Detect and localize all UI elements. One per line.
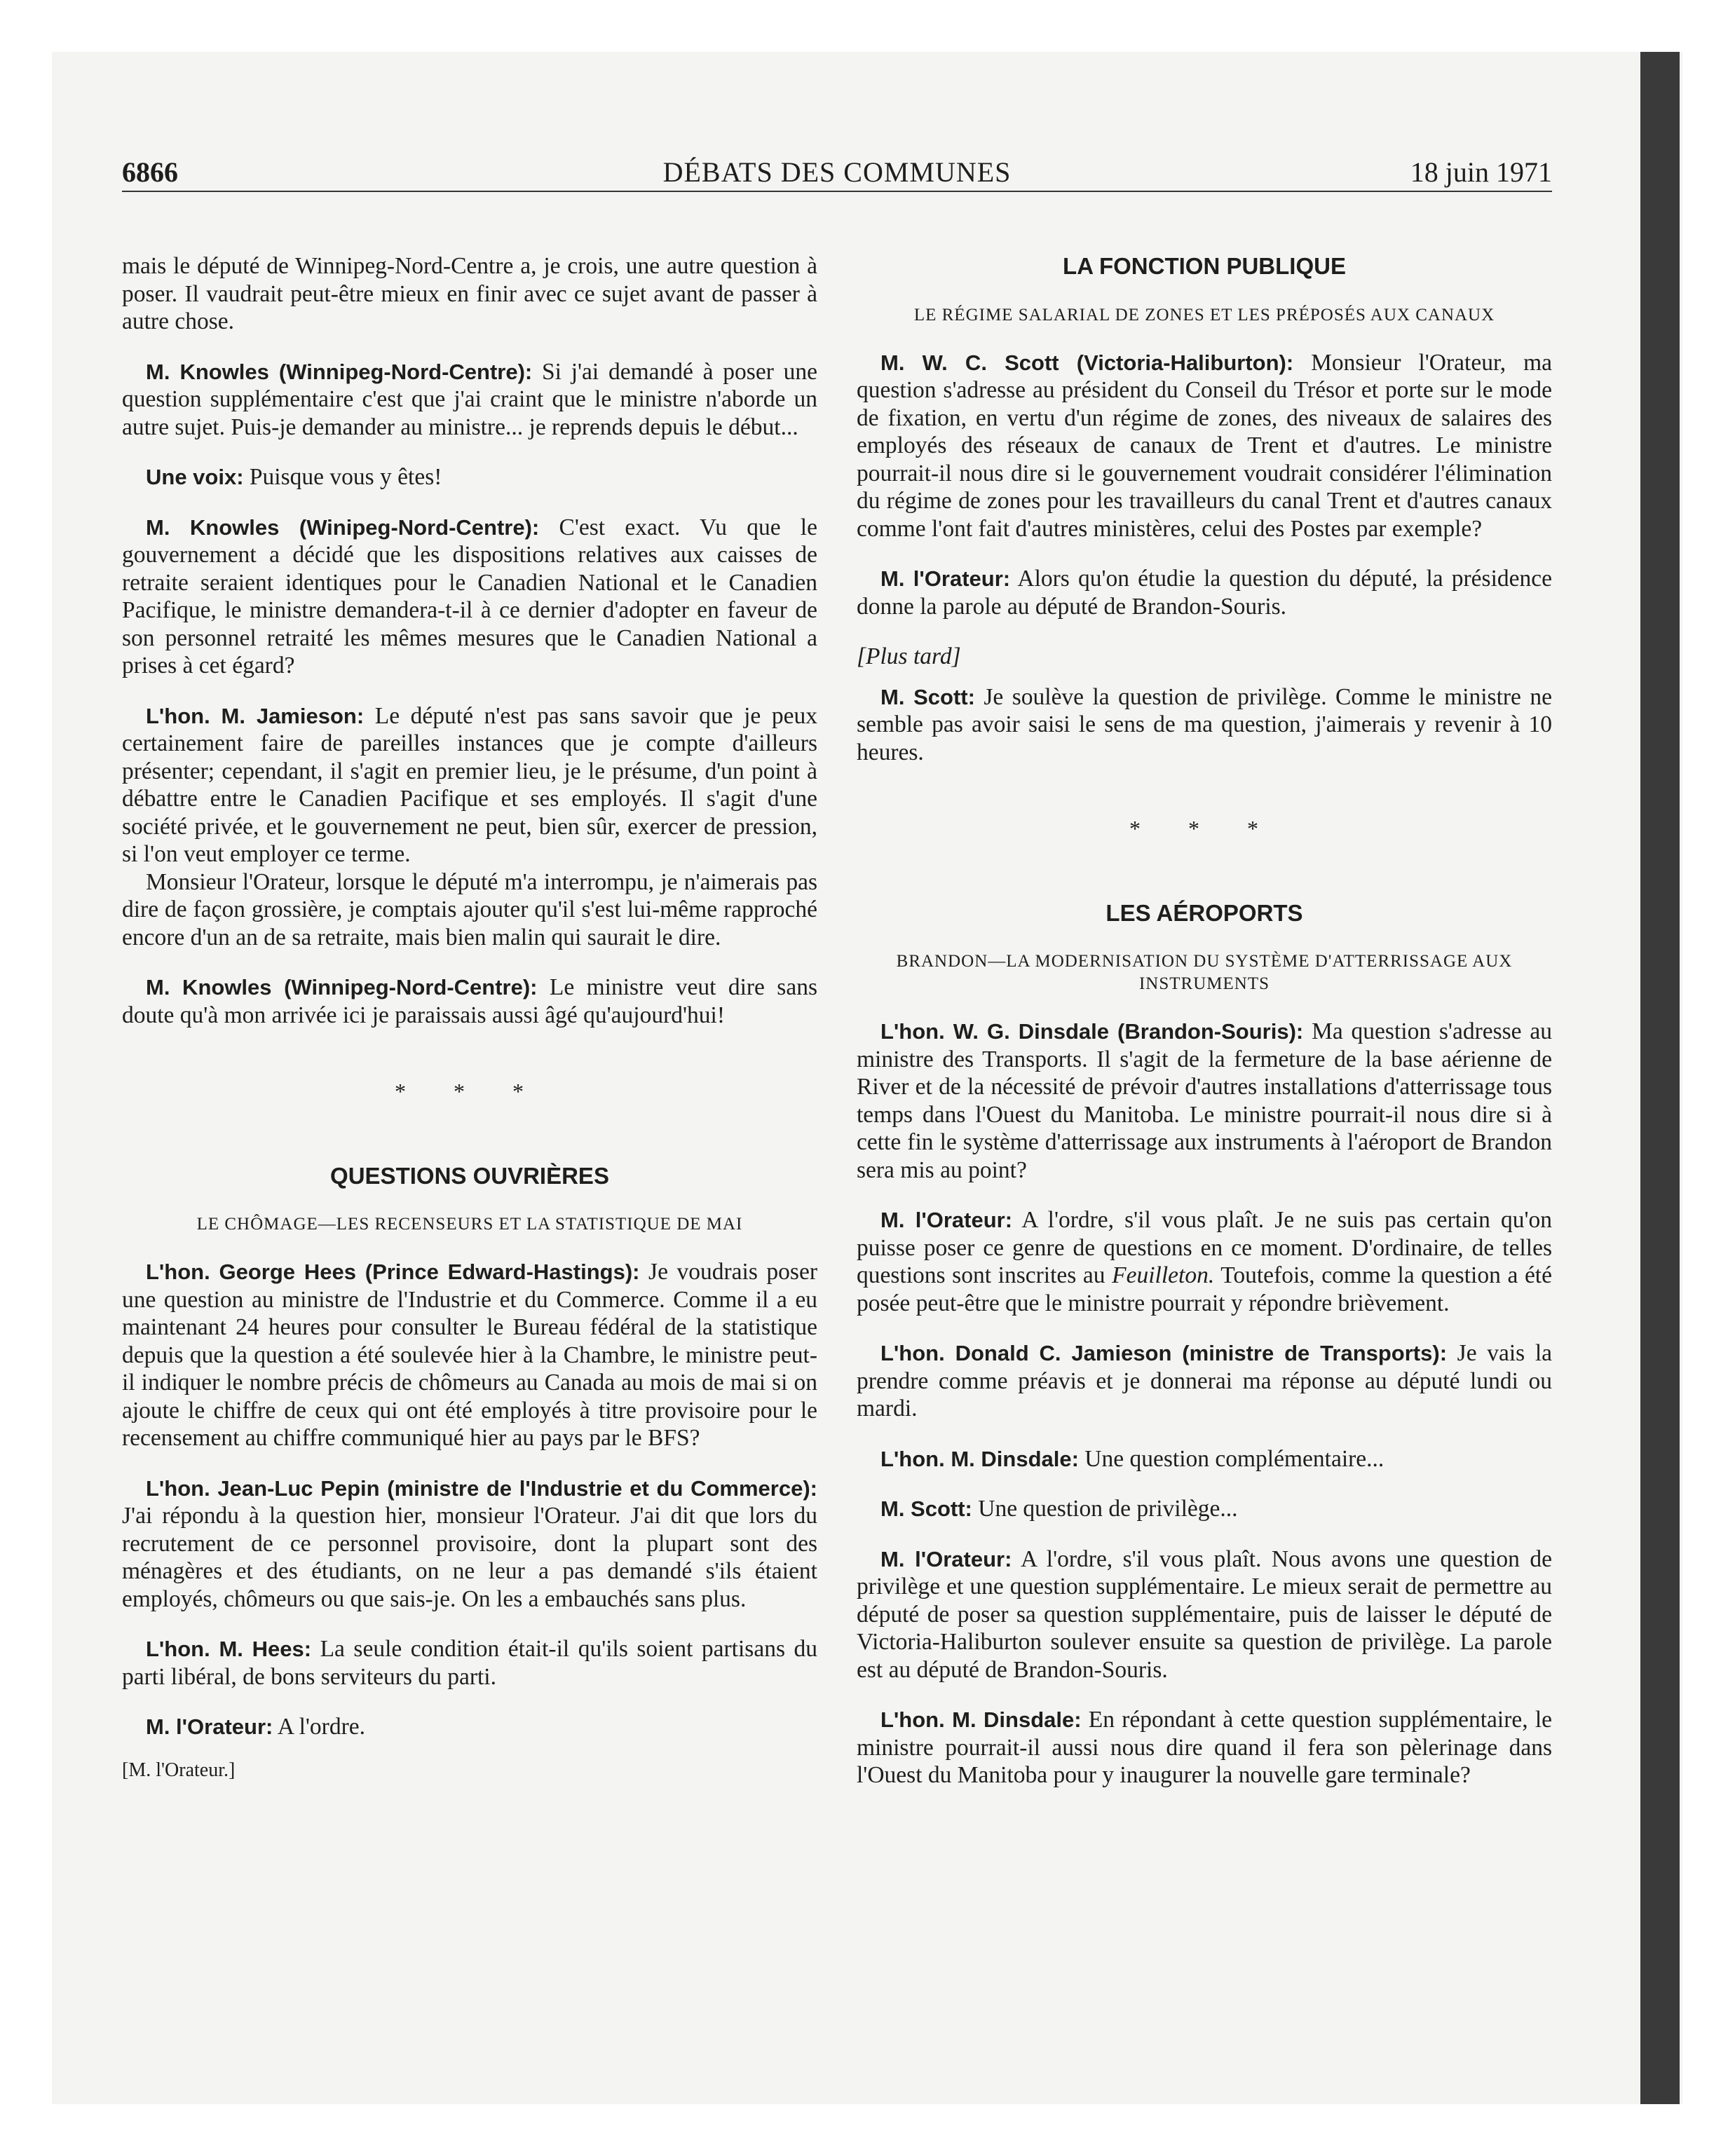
speech-continuation: Monsieur l'Orateur, lorsque le député m'a interrompu, je n'aimerais pas dire de façon grossière, je comptais ajouter qu'il s'est lui-même rapproché encore d'un an de sa retraite, mais bien malin qui saurait le dire. — [122, 868, 817, 950]
speech — [857, 565, 1552, 620]
section-heading: LA FONCTION PUBLIQUE — [1063, 253, 1346, 279]
speech-text: Ma question s'adresse au ministre des Transports. Il s'agit de la fermeture de la base aérienne de River et de la nécessité de prévoir d'autres installations d'atterrissage tous temps dans l'Ouest du Manitoba. Le ministre pourrait-il nous dire si à cette fin le système d'atterrissage aux instruments à l'aéroport de Brandon sera mis au point? — [857, 1018, 1552, 1183]
speech-text: A l'ordre, s'il vous plaît. Je ne suis pas certain qu'on puisse poser ce genre de questions en ce moment. D'ordinaire, de telles questions sont inscrites au — [857, 1207, 1552, 1288]
speech-text: La seule condition était-il qu'ils soient partisans du parti libéral, de bons serviteurs du parti. — [122, 1636, 817, 1690]
speech-text: Le ministre veut dire sans doute qu'à mon arrivée ici je paraissais aussi âgé qu'aujourd'hui! — [122, 974, 817, 1028]
speaker-name: Une voix: — [146, 465, 244, 489]
page-number: 6866 — [122, 156, 178, 188]
speech-text: A l'ordre. — [273, 1714, 365, 1740]
speech — [122, 1258, 817, 1452]
speaker-name: L'hon. W. G. Dinsdale (Brandon-Souris): — [880, 1019, 1304, 1044]
speaker-name: M. W. C. Scott (Victoria-Haliburton): — [880, 350, 1294, 375]
marginal-note: [M. l'Orateur.] — [122, 1759, 236, 1781]
section-separator: * * * — [395, 1079, 545, 1104]
speech — [857, 1495, 1552, 1523]
speech-text: J'ai répondu à la question hier, monsieur l'Orateur. J'ai dit que lors du recrutement de ce personnel provisoire, dont la plupart sont des ménagères et des étudiants, on ne leur a pas demandé s'ils étaient employés, chômeurs ou que sais-je. On les a embauchés sans plus. — [122, 1503, 817, 1612]
subsection-heading: BRANDON—LA MODERNISATION DU SYSTÈME D'ATTERRISSAGE AUX INSTRUMENTS — [896, 952, 1513, 993]
speech-text: Toutefois, comme la question a été posée peut-être que le ministre pourrait y répondre brièvement. — [857, 1262, 1552, 1316]
speaker-name: M. Knowles (Winnipeg-Nord-Centre): — [146, 975, 538, 999]
speaker-name: M. Scott: — [880, 1496, 972, 1521]
speech-text: En répondant à cette question supplémentaire, le ministre pourrait-il aussi nous dire quand il fera son pèlerinage dans l'Ouest du Manitoba pour y inaugurer la nouvelle gare terminale? — [857, 1707, 1553, 1788]
speech — [857, 1206, 1552, 1317]
speech — [122, 463, 817, 491]
speech — [122, 702, 817, 868]
speaker-name: M. Knowles (Winipeg-Nord-Centre): — [146, 514, 540, 540]
subsection-heading: LE CHÔMAGE—LES RECENSEURS ET LA STATISTIQUE DE MAI — [196, 1215, 743, 1234]
publication-title: DÉBATS DES COMMUNES — [662, 156, 1012, 188]
speaker-name: L'hon. Jean-Luc Pepin (ministre de l'Industrie et du Commerce): — [146, 1475, 817, 1501]
speech — [122, 974, 817, 1029]
italic-term: Feuilleton. — [1112, 1262, 1215, 1288]
speaker-name: L'hon. M. Dinsdale: — [880, 1707, 1082, 1732]
speech-text: Je voudrais poser une question au ministre de l'Industrie et du Commerce. Comme il a eu maintenant 24 heures pour consulter le Bureau fédéral de la statistique depuis que la question a été soulevée hier à la Chambre, le ministre peut-il indiquer le nombre précis de chômeurs au Canada au mois de mai si on ajoute le chiffre de ceux qui ont été employés à titre provisoire pour le recensement au chiffre communiqué hier au pays par le BFS? — [122, 1259, 817, 1451]
speech-text: Monsieur l'Orateur, ma question s'adresse au président du Conseil du Trésor et porte sur le mode de fixation, en vertu d'un régime de zones, des niveaux de salaires des employés des réseaux de canaux de Trent et d'autres. Le ministre pourrait-il nous dire si le gouvernement voudrait considérer l'élimination du régime de zones pour les travailleurs du canal Trent et d'autres canaux comme l'ont fait d'autres ministères, celui des Postes par exemple? — [857, 349, 1552, 542]
paragraph: mais le député de Winnipeg-Nord-Centre a, je crois, une autre question à poser. Il vaudrait peut-être mieux en finir avec ce sujet avant de passer à autre chose. — [122, 253, 817, 334]
speech-text: Alors qu'on étudie la question du député, la présidence donne la parole au député de Brandon-Souris. — [857, 566, 1552, 620]
section-heading: LES AÉROPORTS — [1105, 899, 1303, 926]
section-heading: QUESTIONS OUVRIÈRES — [330, 1162, 609, 1189]
speaker-name: L'hon. Donald C. Jamieson (ministre de Transports): — [880, 1341, 1448, 1365]
speaker-name: L'hon. M. Hees: — [146, 1637, 312, 1661]
speech-text: Une question complémentaire... — [1078, 1445, 1384, 1472]
scan-edge — [1640, 52, 1680, 2104]
speech — [857, 1018, 1552, 1184]
later-marker: [Plus tard] — [857, 643, 961, 669]
speech — [857, 349, 1552, 543]
speaker-name: M. l'Orateur: — [880, 1208, 1013, 1232]
speech — [122, 1713, 817, 1741]
speech-text: A l'ordre, s'il vous plaît. Nous avons une question de privilège et une question supplémentaire. Le mieux serait de permettre au député de poser sa question supplémentaire, puis de laisser le député de Victoria-Haliburton soulever ensuite sa question de privilège. La parole est au député de Brandon-Souris. — [857, 1546, 1552, 1683]
speech-text: Je soulève la question de privilège. Comme le ministre ne semble pas avoir saisi le sens de ma question, j'aimerais y revenir à 10 heures. — [857, 683, 1552, 765]
page-header — [122, 156, 1552, 192]
speech-text: Puisque vous y êtes! — [243, 464, 442, 490]
right-column — [857, 252, 1552, 1812]
speaker-name: L'hon. M. Dinsdale: — [880, 1446, 1079, 1471]
speech — [857, 683, 1552, 767]
speaker-name: L'hon. George Hees (Prince Edward-Hastings): — [146, 1260, 640, 1284]
speech — [857, 1445, 1552, 1473]
subsection-heading: LE RÉGIME SALARIAL DE ZONES ET LES PRÉPOSÉS AUX CANAUX — [913, 305, 1495, 325]
speaker-name: M. l'Orateur: — [880, 566, 1011, 591]
speech-text: Le député n'est pas sans savoir que je peux certainement faire de pareilles instances que je compte d'ailleurs présenter; cependant, il s'agit en premier lieu, je le présume, d'un point à débattre entre le Canadien Pacifique et ses employés. Il s'agit d'une société privée, et le gouvernement ne peut, bien sûr, exercer de pression, si l'on veut employer ce terme. — [122, 702, 817, 867]
speaker-name: M. l'Orateur: — [146, 1714, 273, 1739]
speech — [122, 1475, 817, 1613]
section-separator: * * * — [1129, 816, 1279, 841]
speech — [857, 1706, 1552, 1789]
left-column — [122, 252, 817, 1784]
page-date: 18 juin 1971 — [1410, 156, 1552, 188]
speaker-name: M. Knowles (Winnipeg-Nord-Centre): — [146, 359, 533, 384]
speech — [122, 514, 817, 680]
speaker-name: M. l'Orateur: — [880, 1546, 1012, 1571]
speech — [857, 1339, 1552, 1423]
speech-text: C'est exact. Vu que le gouvernement a décidé que les dispositions relatives aux caisses de retraite seraient identiques pour le Canadien National et le Canadien Pacifique, le ministre demandera-t-il à ce dernier d'adopter en faveur de son personnel retraité les mêmes mesures que le Canadien National a prises à cet égard? — [122, 514, 817, 678]
speech — [122, 358, 817, 442]
speech-text: Si j'ai demandé à poser une question supplémentaire c'est que j'ai craint que le ministre n'aborde un autre sujet. Puis-je demander au ministre... je reprends depuis le début... — [122, 358, 817, 440]
speech — [857, 1546, 1552, 1684]
speech-text: Une question de privilège... — [972, 1496, 1238, 1522]
speech — [122, 1635, 817, 1691]
speaker-name: L'hon. M. Jamieson: — [146, 703, 365, 728]
speaker-name: M. Scott: — [880, 684, 975, 709]
speech-text: Je vais la prendre comme préavis et je donnerai ma réponse au député lundi ou mardi. — [857, 1340, 1553, 1421]
